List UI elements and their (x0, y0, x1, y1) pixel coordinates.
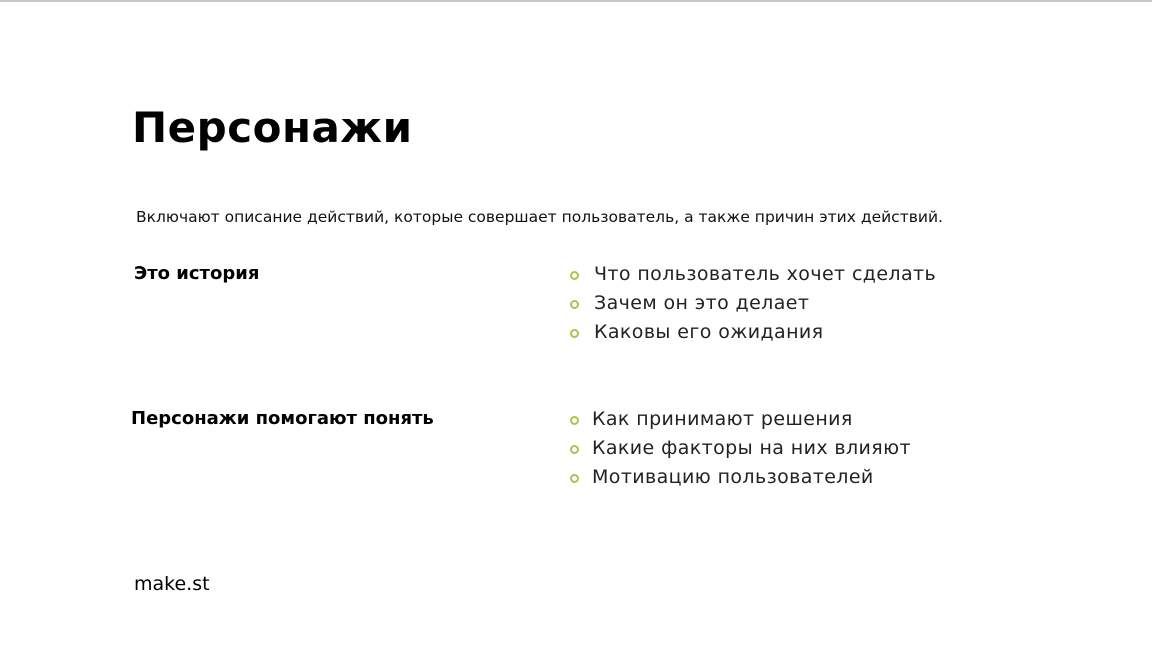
bullet-ring-icon (570, 416, 579, 425)
bullet-ring-icon (570, 445, 579, 454)
list-item (570, 434, 911, 463)
slide-title: Персонажи (132, 103, 413, 152)
list-item (570, 405, 911, 434)
block-label-understand: Персонажи помогают понять (131, 408, 434, 429)
top-divider (0, 0, 1152, 2)
bullet-list-story (570, 260, 936, 347)
list-item-text: Что пользователь хочет сделать (594, 263, 937, 285)
bullet-ring-icon (570, 329, 579, 338)
bullet-ring-icon (570, 300, 579, 309)
slide-subtitle: Включают описание действий, которые совершает пользователь, а также причин этих действий. (136, 208, 943, 226)
list-item (570, 260, 936, 289)
block-label-story: Это история (134, 263, 260, 284)
bullet-ring-icon (570, 271, 579, 280)
list-item (570, 463, 911, 492)
list-item (570, 318, 936, 347)
list-item-text: Зачем он это делает (594, 292, 810, 314)
bullet-ring-icon (570, 474, 579, 483)
list-item-text: Мотивацию пользователей (592, 466, 874, 488)
list-item-text: Каковы его ожидания (594, 321, 824, 343)
list-item-text: Как принимают решения (592, 408, 853, 430)
list-item-text: Какие факторы на них влияют (592, 437, 911, 459)
bullet-list-understand (570, 405, 911, 492)
list-item (570, 289, 936, 318)
footer-brand: make.st (134, 573, 210, 595)
